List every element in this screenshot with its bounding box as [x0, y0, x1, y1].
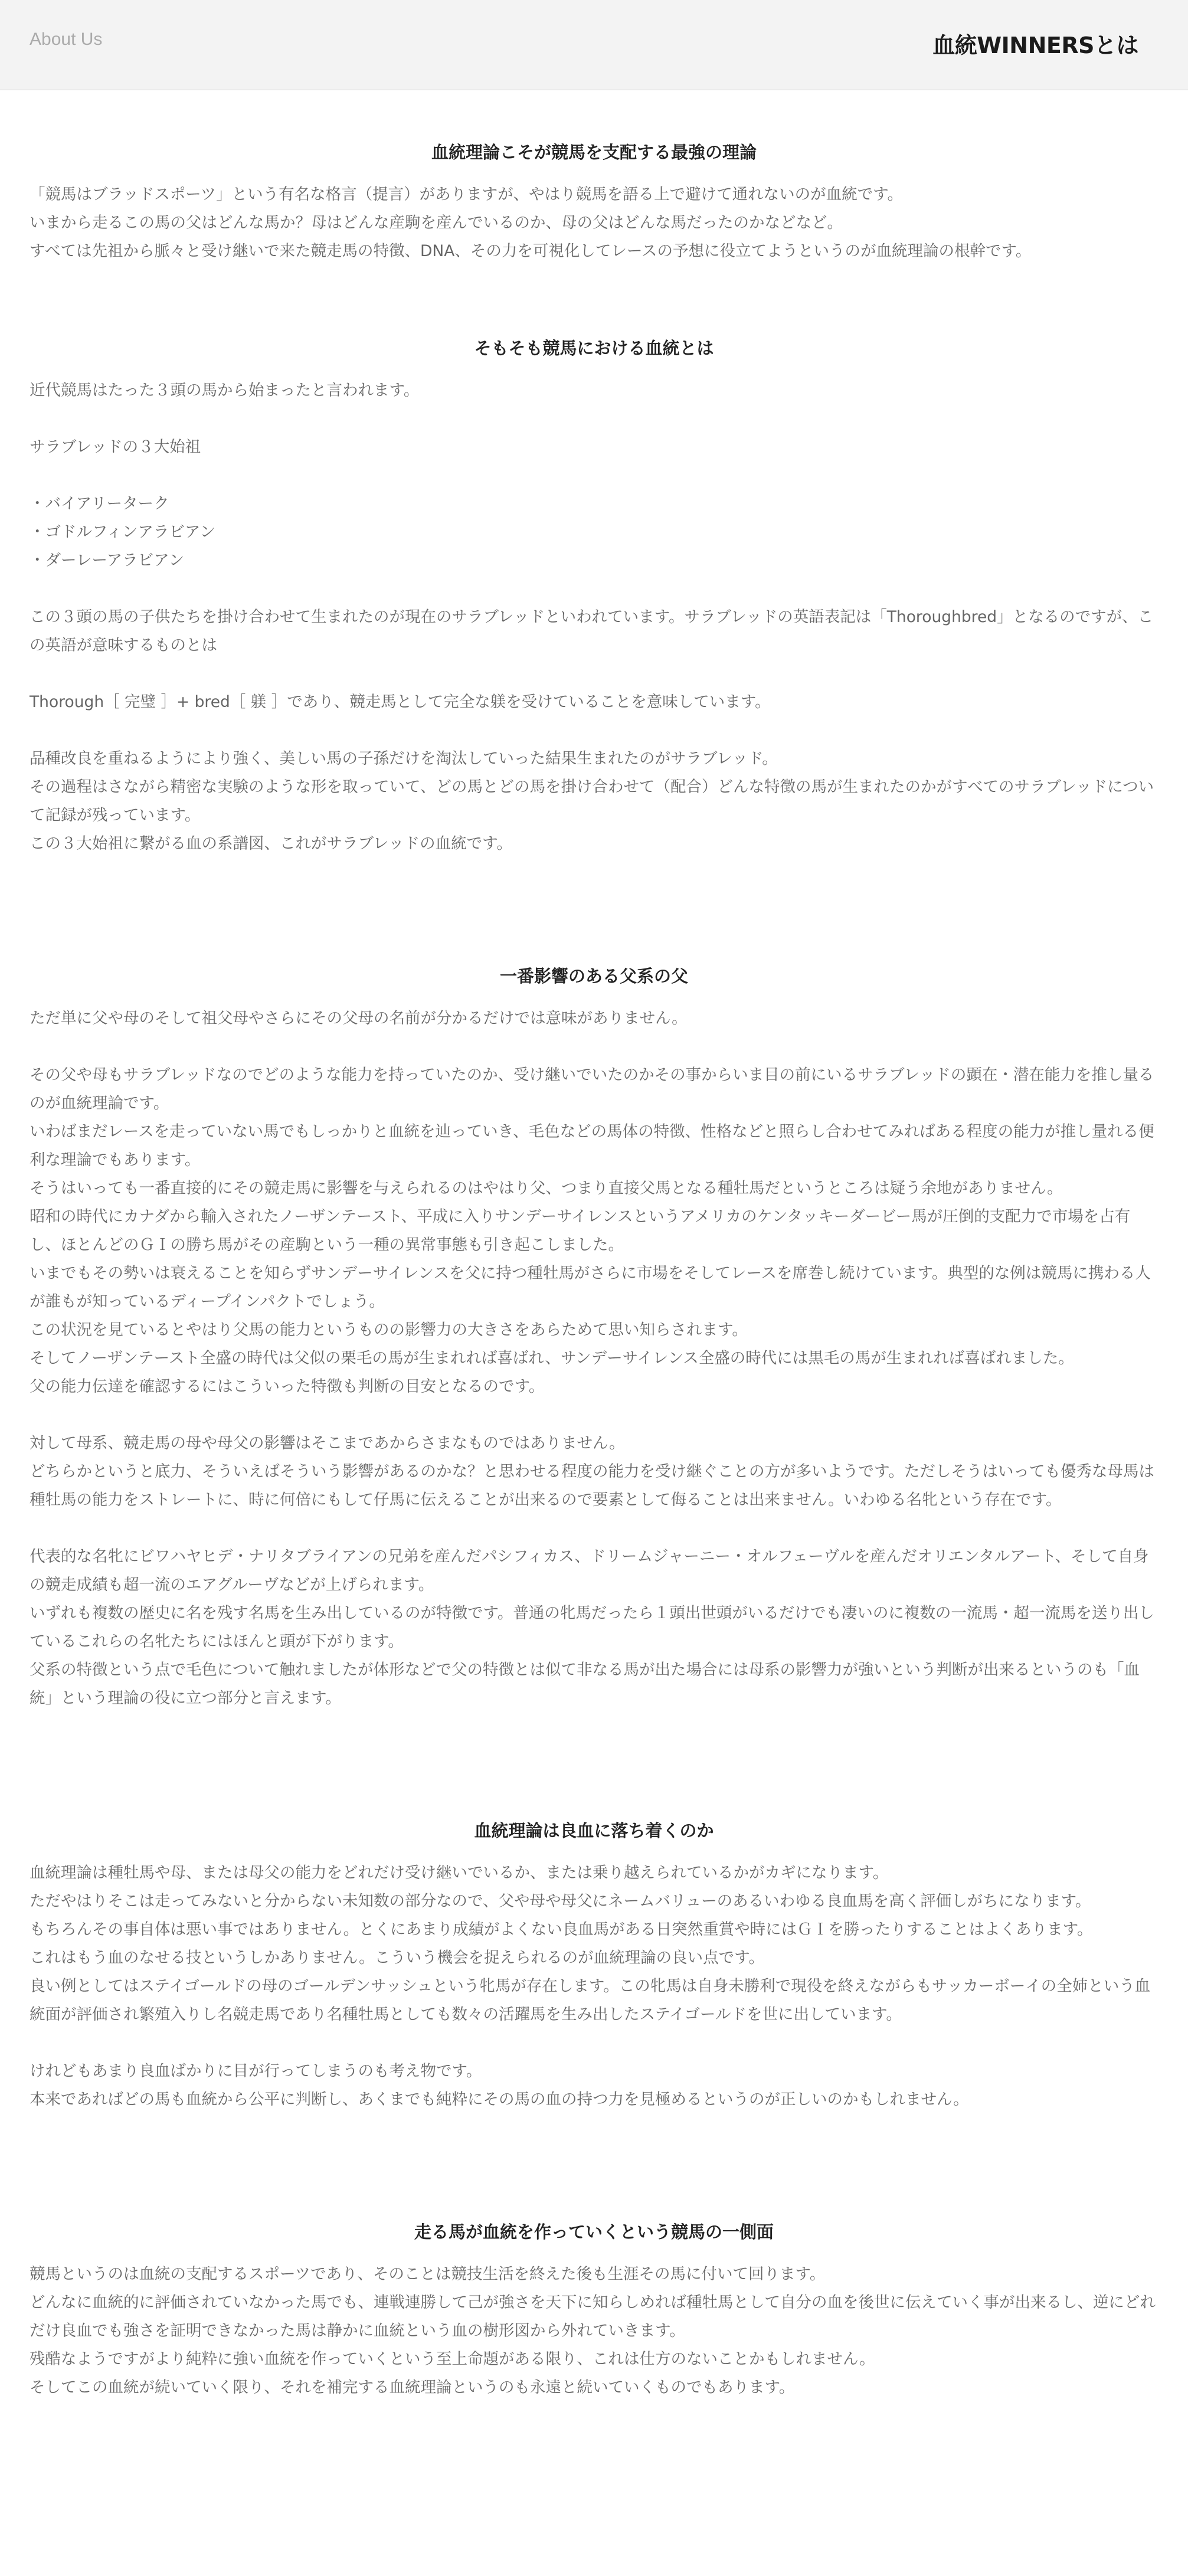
paragraph: すべては先祖から脈々と受け継いで来た競走馬の特徴、DNA、その力を可視化してレースの予想に役立てようというのが血統理論の根幹です。 [30, 242, 1032, 260]
paragraph: 近代競馬はたった３頭の馬から始まったと言われます。 [30, 381, 420, 400]
paragraph: 競馬というのは血統の支配するスポーツであり、そのことは競技生活を終えた後も生涯その馬に付いて回ります。 [30, 2265, 826, 2283]
section-what-is-bloodline [30, 266, 1158, 858]
paragraph: いまでもその勢いは衰えることを知らずサンデーサイレンスを父に持つ種牡馬がさらに市場をそしてレースを席巻し続けています。典型的な例は競馬に携わる人が誰もが知っているディープインパクトでしょう。 [30, 1264, 1151, 1311]
paragraph: どんなに血統的に評価されていなかった馬でも、連戦連勝して己が強さを天下に知らしめれば種牡馬として自分の血を後世に伝えていく事が出来るし、逆にどれだけ良血でも強さを証明できなかった馬は静かに血統という血の樹形図から外れていきます。 [30, 2293, 1156, 2340]
list-item: ・ダーレーアラビアン [30, 551, 185, 569]
paragraph: この状況を見ているとやはり父馬の能力というものの影響力の大きさをあらためて思い知らされます。 [30, 1321, 748, 1339]
nav-about-us-link[interactable]: About Us [30, 30, 103, 49]
paragraph: 父系の特徴という点で毛色について触れましたが体形などで父の特徴とは似て非なる馬が出た場合には母系の影響力が強いという判断が出来るというのも「血統」という理論の役に立つ部分と言えます。 [30, 1661, 1140, 1707]
paragraph: そしてこの血統が続いていく限り、それを補完する血統理論というのも永遠と続いていくものでもあります。 [30, 2378, 795, 2397]
paragraph: 品種改良を重ねるようにより強く、美しい馬の子孫だけを淘汰していった結果生まれたのがサラブレッド。 [30, 749, 778, 768]
paragraph: 対して母系、競走馬の母や母父の影響はそこまであからさまなものではありません。 [30, 1434, 625, 1452]
section-title: 一番影響のある父系の父 [499, 966, 688, 986]
paragraph: Thorough［ 完璧 ］+ bred［ 躾 ］であり、競走馬として完全な躾を受けていることを意味しています。 [30, 693, 771, 711]
section-racing-makes-bloodline [30, 2114, 1158, 2437]
paragraph: サラブレッドの３大始祖 [30, 438, 201, 456]
list-item: ・バイアリーターク [30, 495, 169, 513]
section-title: そもそも競馬における血統とは [474, 338, 714, 358]
section-good-blood [30, 1713, 1158, 2114]
section-title: 血統理論こそが競馬を支配する最強の理論 [431, 142, 757, 162]
paragraph: その父や母もサラブレッドなのでどのような能力を持っていたのか、受け継いでいたのかその事からいま目の前にいるサラブレッドの顕在・潜在能力を推し量るのが血統理論です。 [30, 1066, 1154, 1112]
paragraph: ただ単に父や母のそして祖父母やさらにその父母の名前が分かるだけでは意味がありません。 [30, 1009, 688, 1027]
paragraph: 血統理論は種牡馬や母、または母父の能力をどれだけ受け継いでいるか、または乗り越えられているかがカギになります。 [30, 1864, 889, 1882]
paragraph: この３大始祖に繋がる血の系譜図、これがサラブレッドの血統です。 [30, 834, 513, 853]
site-header [0, 0, 1188, 90]
paragraph: 「競馬はブラッドスポーツ」という有名な格言（提言）がありますが、やはり競馬を語る上で避けて通れないのが血統です。 [30, 185, 904, 204]
paragraph: 本来であればどの馬も血統から公平に判断し、あくまでも純粋にその馬の血の持つ力を見極めるというのが正しいのかもしれません。 [30, 2090, 969, 2109]
paragraph: 父の能力伝達を確認するにはこういった特徴も判断の目安となるのです。 [30, 1377, 545, 1396]
paragraph: 良い例としてはステイゴールドの母のゴールデンサッシュという牝馬が存在します。この牝馬は自身未勝利で現役を終えながらもサッカーボーイの全姉という血統面が評価され繁殖入りし名競走馬であり名種牡馬としても数々の活躍馬を生み出したステイゴールドを世に出しています。 [30, 1977, 1151, 2024]
paragraph: 昭和の時代にカナダから輸入されたノーザンテースト、平成に入りサンデーサイレンスというアメリカのケンタッキーダービー馬が圧倒的支配力で市場を占有し、ほとんどのＧＩの勝ち馬がその産駒という一種の異常事態も引き起こしました。 [30, 1207, 1131, 1254]
paragraph: けれどもあまり良血ばかりに目が行ってしまうのも考え物です。 [30, 2062, 482, 2080]
paragraph: いずれも複数の歴史に名を残す名馬を生み出しているのが特徴です。普通の牝馬だったら１頭出世頭がいるだけでも凄いのに複数の一流馬・超一流馬を送り出しているこれらの名牝たちにはほんと頭が下がります。 [30, 1604, 1154, 1651]
paragraph: いわばまだレースを走っていない馬でもしっかりと血統を辿っていき、毛色などの馬体の特徴、性格などと照らし合わせてみればある程度の能力が推し量れる便利な理論でもあります。 [30, 1122, 1154, 1169]
paragraph: どちらかというと底力、そういえばそういう影響があるのかな？と思わせる程度の能力を受け継ぐことの方が多いようです。ただしそうはいっても優秀な母馬は種牡馬の能力をストレートに、時に何倍にもして仔馬に伝えることが出来るので要素として侮ることは出来ません。いわゆる名牝という存在です。 [30, 1462, 1154, 1509]
paragraph: これはもう血のなせる技というしかありません。こういう機会を捉えられるのが血統理論の良い点です。 [30, 1949, 764, 1967]
paragraph: 残酷なようですがより純粋に強い血統を作っていくという至上命題がある限り、これは仕方のないことかもしれません。 [30, 2350, 875, 2368]
section-sire-line [30, 858, 1158, 1713]
article-content [0, 90, 1188, 2437]
paragraph: ただやはりそこは走ってみないと分からない未知数の部分なので、父や母や母父にネームバリューのあるいわゆる良血馬を高く評価しがちになります。 [30, 1892, 1091, 1910]
paragraph: もちろんその事自体は悪い事ではありません。とくにあまり成績がよくない良血馬がある日突然重賞や時にはＧＩを勝ったりすることはよくあります。 [30, 1920, 1093, 1939]
paragraph: この３頭の馬の子供たちを掛け合わせて生まれたのが現在のサラブレッドといわれています。サラブレッドの英語表記は「Thoroughbred」となるのですが、この英語が意味するものとは [30, 608, 1154, 654]
section-bloodline-theory [30, 90, 1158, 266]
list-item: ・ゴドルフィンアラビアン [30, 523, 215, 541]
site-brand-title: 血統WINNERSとは [932, 32, 1138, 58]
paragraph: いまから走るこの馬の父はどんな馬か？母はどんな産駒を産んでいるのか、母の父はどんな馬だったのかなどなど。 [30, 214, 843, 232]
paragraph: その過程はさながら精密な実験のような形を取っていて、どの馬とどの馬を掛け合わせて（配合）どんな特徴の馬が生まれたのかがすべてのサラブレッドについて記録が残っています。 [30, 778, 1154, 824]
paragraph: 代表的な名牝にビワハヤヒデ・ナリタブライアンの兄弟を産んだパシフィカス、ドリームジャーニー・オルフェーヴルを産んだオリエンタルアート、そして自身の競走成績も超一流のエアグルーヴなどが上げられます。 [30, 1547, 1149, 1594]
paragraph: そしてノーザンテースト全盛の時代は父似の栗毛の馬が生まれれば喜ばれ、サンデーサイレンス全盛の時代には黒毛の馬が生まれれば喜ばれました。 [30, 1349, 1074, 1367]
paragraph: そうはいっても一番直接的にその競走馬に影響を与えられるのはやはり父、つまり直接父馬となる種牡馬だというところは疑う余地がありません。 [30, 1179, 1063, 1197]
section-title: 走る馬が血統を作っていくという競馬の一側面 [414, 2222, 774, 2242]
section-title: 血統理論は良血に落ち着くのか [474, 1821, 714, 1841]
